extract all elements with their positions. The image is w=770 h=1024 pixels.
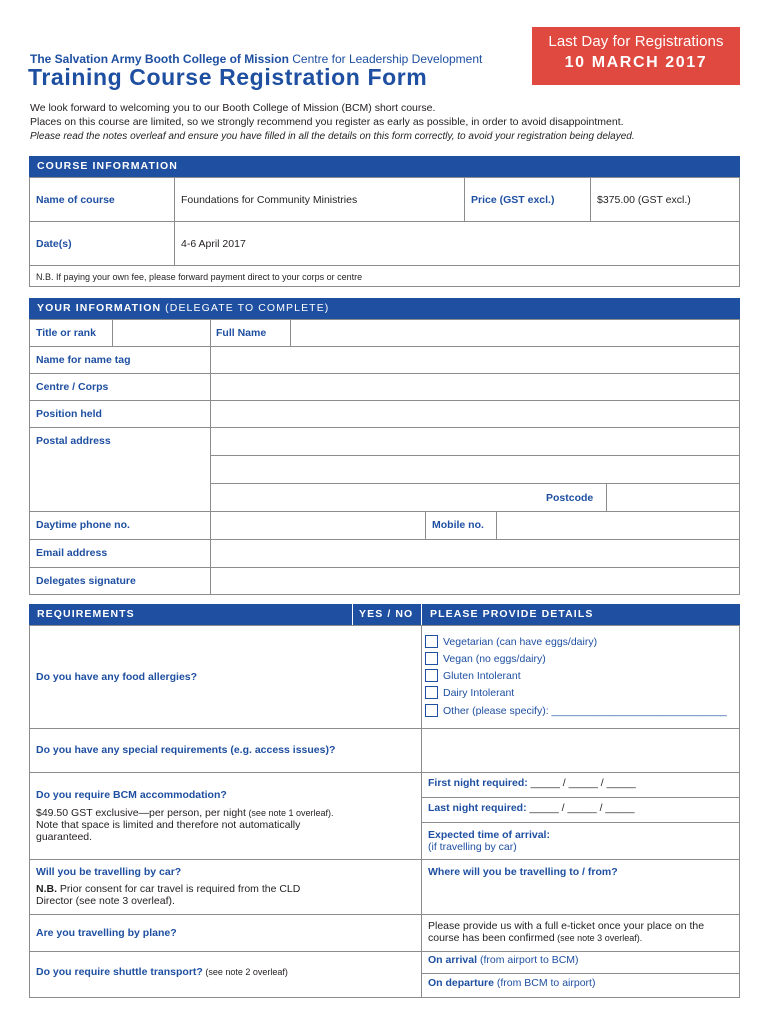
accommodation-note-1: Note that space is limited and therefore not automatically bbox=[36, 819, 301, 831]
yes-no-heading: YES / NO bbox=[359, 608, 414, 620]
mobile-field[interactable] bbox=[497, 512, 739, 539]
last-night-blank: _____ / _____ / _____ bbox=[526, 802, 635, 814]
deadline-date: 10 MARCH 2017 bbox=[564, 54, 708, 71]
course-info-header bbox=[29, 156, 740, 177]
centre-corps-field[interactable] bbox=[211, 374, 739, 400]
your-info-heading: YOUR INFORMATION bbox=[37, 302, 162, 314]
first-night-blank: _____ / _____ / _____ bbox=[527, 777, 636, 789]
organisation-name: The Salvation Army Booth College of Mission bbox=[30, 52, 289, 66]
plane-eticket-note-1: Please provide us with a full e-ticket once your place on the bbox=[428, 920, 705, 932]
arrival-time-label: Expected time of arrival: bbox=[428, 829, 550, 841]
plane-eticket-text: course has been confirmed bbox=[428, 932, 555, 944]
organisation-centre: Centre for Leadership Development bbox=[288, 52, 483, 66]
vegan-checkbox[interactable] bbox=[425, 652, 438, 665]
plane-travel-question: Are you travelling by plane? bbox=[36, 927, 177, 939]
requirements-heading: REQUIREMENTS bbox=[37, 608, 135, 620]
other-allergy-checkbox[interactable] bbox=[425, 704, 438, 717]
intro-line-1: We look forward to welcoming you to our Booth College of Mission (BCM) short course. bbox=[30, 102, 436, 114]
title-rank-label: Title or rank bbox=[36, 327, 96, 339]
car-nb-label: N.B. bbox=[36, 883, 57, 895]
car-travel-destination-label: Where will you be travelling to / from? bbox=[428, 866, 618, 878]
postal-address-label: Postal address bbox=[36, 435, 111, 447]
course-name-value: Foundations for Community Ministries bbox=[181, 194, 358, 206]
car-nb-text: Prior consent for car travel is required from the CLD bbox=[57, 883, 301, 895]
shuttle-on-departure bbox=[428, 977, 595, 989]
vegetarian-option: Vegetarian (can have eggs/dairy) bbox=[443, 636, 598, 648]
course-name-label: Name of course bbox=[36, 194, 115, 206]
plane-eticket-note-2 bbox=[428, 932, 642, 944]
plane-eticket-note-ref: (see note 3 overleaf). bbox=[554, 933, 643, 943]
centre-corps-label: Centre / Corps bbox=[36, 381, 109, 393]
on-arrival-label: On arrival bbox=[428, 954, 478, 966]
accommodation-price bbox=[36, 807, 334, 819]
payment-note: N.B. If paying your own fee, please forward payment direct to your corps or centre bbox=[36, 272, 363, 282]
dairy-intolerant-checkbox[interactable] bbox=[425, 686, 438, 699]
arrival-time-subtext: (if travelling by car) bbox=[428, 841, 517, 853]
course-info-heading: COURSE INFORMATION bbox=[37, 160, 178, 172]
on-arrival-subtext: (from airport to BCM) bbox=[477, 954, 579, 966]
dates-label: Date(s) bbox=[36, 238, 72, 250]
details-heading: PLEASE PROVIDE DETAILS bbox=[430, 608, 594, 620]
full-name-label: Full Name bbox=[216, 327, 267, 339]
other-allergy-option: Other (please specify): ______________________________ bbox=[443, 705, 727, 717]
last-night bbox=[428, 802, 635, 814]
name-tag-label: Name for name tag bbox=[36, 354, 131, 366]
price-label: Price (GST excl.) bbox=[471, 194, 555, 206]
on-departure-subtext: (from BCM to airport) bbox=[493, 977, 596, 989]
signature-field[interactable] bbox=[211, 568, 739, 595]
name-tag-field[interactable] bbox=[211, 347, 739, 373]
email-label: Email address bbox=[36, 547, 108, 559]
vegan-option: Vegan (no eggs/dairy) bbox=[443, 653, 546, 665]
on-departure-label: On departure bbox=[428, 977, 494, 989]
special-requirements-field[interactable] bbox=[422, 729, 739, 772]
last-night-label: Last night required: bbox=[428, 802, 527, 814]
car-travel-question: Will you be travelling by car? bbox=[36, 866, 182, 878]
food-allergies-question: Do you have any food allergies? bbox=[36, 671, 198, 683]
daytime-phone-label: Daytime phone no. bbox=[36, 519, 130, 531]
mobile-label: Mobile no. bbox=[432, 519, 484, 531]
car-travel-note-1 bbox=[36, 883, 300, 895]
vegetarian-checkbox[interactable] bbox=[425, 635, 438, 648]
first-night-label: First night required: bbox=[428, 777, 528, 789]
accommodation-price-note: (see note 1 overleaf). bbox=[245, 808, 334, 818]
your-info-subheading: (DELEGATE TO COMPLETE) bbox=[161, 302, 330, 314]
gluten-intolerant-option: Gluten Intolerant bbox=[443, 670, 521, 682]
title-rank-field[interactable] bbox=[113, 320, 210, 346]
email-field[interactable] bbox=[211, 540, 739, 567]
position-held-field[interactable] bbox=[211, 401, 739, 427]
shuttle-note: (see note 2 overleaf) bbox=[202, 967, 288, 977]
intro-text bbox=[30, 101, 624, 129]
first-night bbox=[428, 777, 636, 789]
page-title: Training Course Registration Form bbox=[28, 64, 428, 90]
price-value: $375.00 (GST excl.) bbox=[597, 194, 691, 206]
dairy-intolerant-option: Dairy Intolerant bbox=[443, 687, 515, 699]
deadline-banner bbox=[532, 27, 740, 85]
accommodation-question: Do you require BCM accommodation? bbox=[36, 789, 227, 801]
gluten-intolerant-checkbox[interactable] bbox=[425, 669, 438, 682]
postcode-field[interactable] bbox=[607, 484, 739, 511]
car-travel-note-2: Director (see note 3 overleaf). bbox=[36, 895, 175, 907]
full-name-field[interactable] bbox=[291, 320, 739, 346]
signature-label: Delegates signature bbox=[36, 575, 136, 587]
instructions-note: Please read the notes overleaf and ensure you have filled in all the details on this form correctly, to avoid your registration being delayed. bbox=[30, 131, 635, 142]
position-held-label: Position held bbox=[36, 408, 102, 420]
accommodation-price-text: $49.50 GST exclusive—per person, per night bbox=[36, 807, 246, 819]
special-requirements-question: Do you have any special requirements (e.g. access issues)? bbox=[36, 744, 336, 756]
accommodation-note-2: guaranteed. bbox=[36, 831, 93, 843]
daytime-phone-field[interactable] bbox=[211, 512, 425, 539]
shuttle-on-arrival bbox=[428, 954, 579, 966]
shuttle-question bbox=[36, 966, 288, 978]
your-info-header bbox=[29, 298, 740, 319]
shuttle-question-text: Do you require shuttle transport? bbox=[36, 966, 203, 978]
deadline-label: Last Day for Registrations bbox=[548, 33, 724, 50]
postcode-label: Postcode bbox=[546, 492, 594, 504]
dates-value: 4-6 April 2017 bbox=[181, 238, 246, 250]
intro-line-2: Places on this course are limited, so we strongly recommend you register as early as possible, in order to avoid disappointment. bbox=[30, 116, 624, 128]
